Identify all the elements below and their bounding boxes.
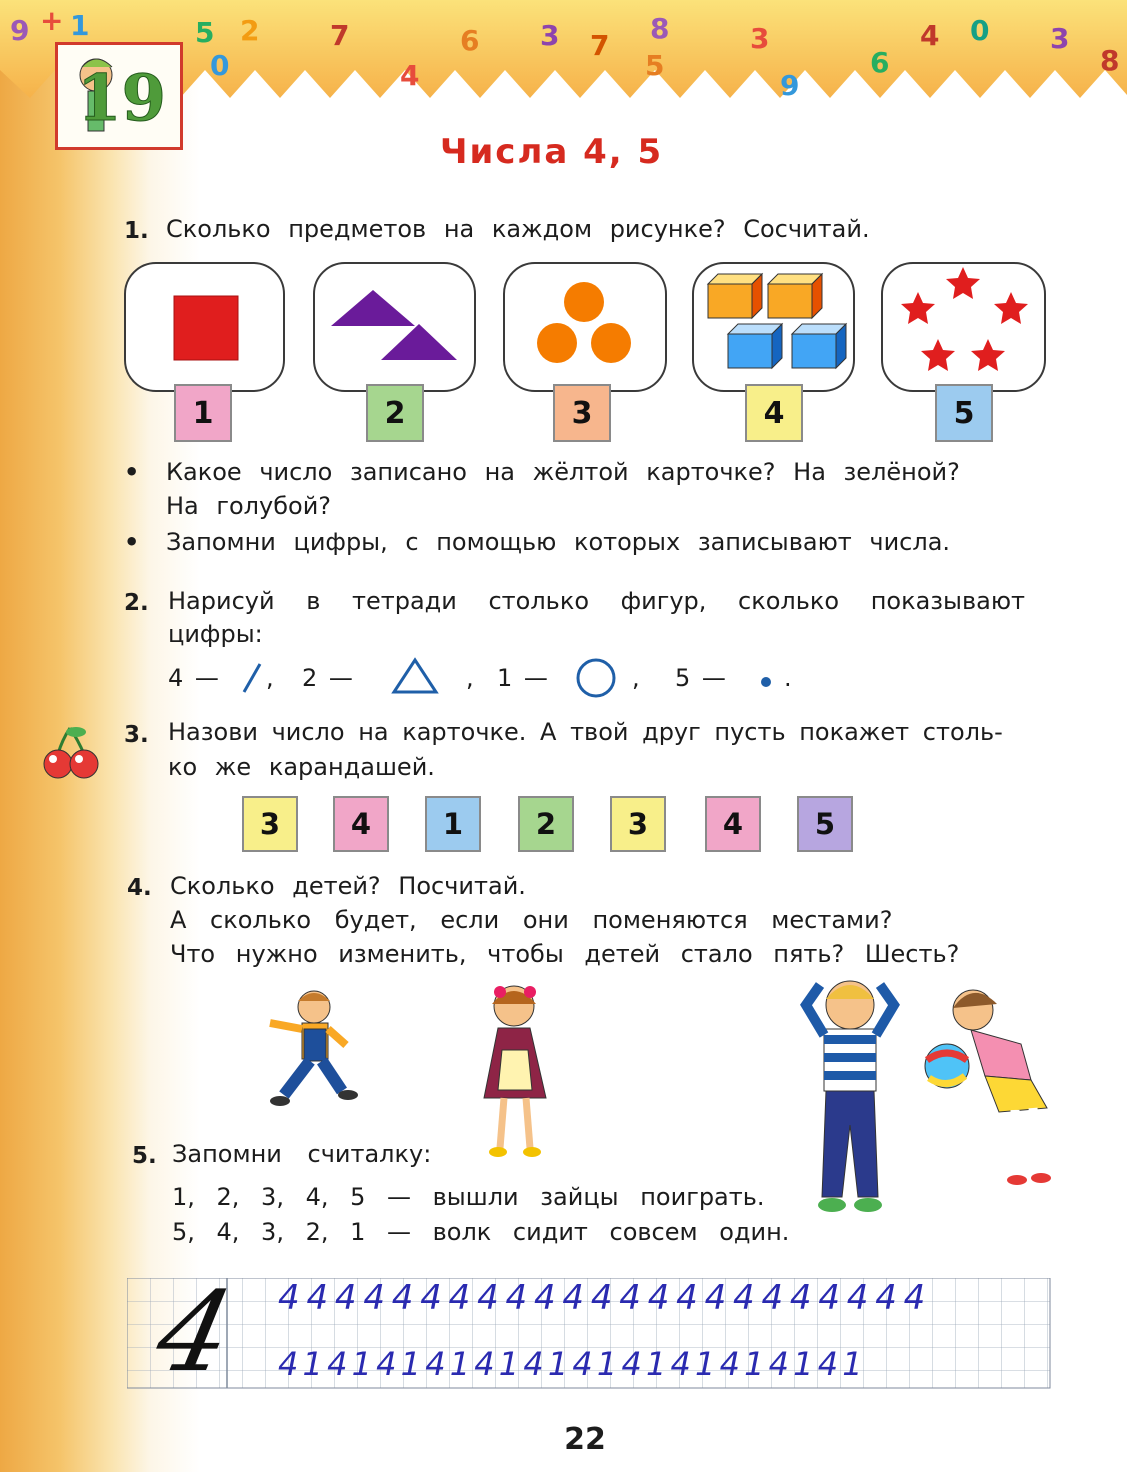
question-text: Запомни цифры, с помощью которых записывают числа. — [166, 528, 951, 556]
number-card: 4 — [705, 796, 761, 852]
girl-with-ball-illustration — [915, 980, 1065, 1200]
task-text: Нарисуй в тетради столько фигур, сколько показывают — [168, 587, 1026, 615]
cherry-icon — [40, 720, 100, 784]
question-text: Какое число записано на жёлтой карточке? На зелёной? — [166, 458, 960, 486]
number-card: 1 — [174, 384, 232, 442]
page-number: 22 — [564, 1422, 606, 1457]
equation-text: 4 — — [168, 664, 219, 692]
task-number: 5. — [132, 1143, 157, 1169]
svg-text:1: 1 — [70, 9, 90, 42]
number-card: 2 — [366, 384, 424, 442]
task-number: 3. — [124, 722, 149, 748]
svg-text:7: 7 — [590, 29, 610, 62]
comma: , — [632, 664, 640, 692]
handwritten-row: 4 4 4 4 4 4 4 4 4 4 4 4 4 4 4 4 4 4 4 4 4 4 4 — [278, 1278, 924, 1318]
svg-text:4: 4 — [400, 59, 420, 92]
running-boy-illustration — [262, 985, 362, 1120]
svg-text:3: 3 — [1050, 22, 1070, 55]
svg-text:4: 4 — [920, 19, 940, 52]
number-card: 2 — [518, 796, 574, 852]
bullet-icon: • — [124, 458, 140, 486]
svg-text:6: 6 — [870, 46, 890, 79]
svg-text:9: 9 — [780, 69, 800, 102]
equation-text: 2 — — [302, 664, 353, 692]
girl-illustration — [470, 980, 560, 1170]
purple-triangles-icon — [315, 264, 474, 390]
task-text: Назови число на карточке. А твой друг пусть покажет столь- — [168, 718, 1003, 746]
svg-text:5: 5 — [195, 16, 215, 49]
task-text: Запомни считалку: — [172, 1140, 432, 1168]
picture-box-4 — [692, 262, 855, 392]
number-card: 1 — [425, 796, 481, 852]
equation-text: 1 — — [497, 664, 548, 692]
svg-text:0: 0 — [210, 49, 230, 82]
task-text: ко же карандашей. — [168, 753, 435, 781]
page-title: Числа 4, 5 — [440, 132, 664, 172]
number-card: 4 — [745, 384, 803, 442]
svg-text:5: 5 — [645, 49, 665, 82]
circle-icon — [574, 656, 620, 700]
picture-box-1 — [124, 262, 285, 392]
svg-text:3: 3 — [540, 19, 560, 52]
number-card: 3 — [553, 384, 611, 442]
svg-text:8: 8 — [1100, 44, 1120, 77]
dot-icon — [756, 672, 776, 692]
task-text: Сколько предметов на каждом рисунке? Сосчитай. — [166, 215, 870, 243]
stick-icon — [236, 660, 266, 696]
striped-boy-illustration — [800, 965, 900, 1225]
orange-circles-icon — [505, 264, 665, 390]
svg-text:0: 0 — [970, 14, 990, 47]
triangle-icon — [390, 656, 440, 696]
bullet-icon: • — [124, 528, 140, 556]
svg-text:3: 3 — [750, 22, 770, 55]
picture-box-3 — [503, 262, 667, 392]
number-card: 5 — [935, 384, 993, 442]
cubes-icon — [694, 264, 853, 390]
svg-text:+: + — [40, 4, 64, 37]
number-card: 4 — [333, 796, 389, 852]
svg-text:2: 2 — [240, 14, 260, 47]
number-card: 3 — [242, 796, 298, 852]
number-card: 5 — [797, 796, 853, 852]
svg-text:9: 9 — [10, 14, 30, 47]
lesson-number: 19 — [76, 61, 166, 136]
task-text: цифры: — [168, 620, 263, 648]
svg-text:6: 6 — [460, 24, 480, 57]
comma: , — [466, 664, 474, 692]
task-number: 1. — [124, 218, 149, 244]
handwritten-row: 4 1 4 1 4 1 4 1 4 1 4 1 4 1 4 1 4 1 4 1 4 1 4 1 — [278, 1345, 860, 1383]
rhyme-line: 1, 2, 3, 4, 5 — вышли зайцы поиграть. — [172, 1183, 765, 1211]
number-card: 3 — [610, 796, 666, 852]
red-stars-icon — [883, 264, 1044, 390]
rhyme-line: 5, 4, 3, 2, 1 — волк сидит совсем один. — [172, 1218, 790, 1246]
red-square-icon — [126, 264, 283, 390]
picture-box-5 — [881, 262, 1046, 392]
picture-box-2 — [313, 262, 476, 392]
lesson-badge — [55, 42, 183, 150]
task-text: Сколько детей? Посчитай. — [170, 872, 526, 900]
task-number: 2. — [124, 590, 149, 616]
equation-text: 5 — — [675, 664, 726, 692]
svg-text:8: 8 — [650, 12, 670, 45]
sample-digit: 4 — [146, 1268, 244, 1396]
comma: , — [266, 664, 274, 692]
task-number: 4. — [127, 875, 152, 901]
question-text: На голубой? — [166, 492, 332, 520]
task-text: А сколько будет, если они поменяются местами? — [170, 906, 893, 934]
task-text: Что нужно изменить, чтобы детей стало пять? Шесть? — [170, 940, 960, 968]
svg-text:7: 7 — [330, 19, 350, 52]
period: . — [784, 664, 792, 692]
